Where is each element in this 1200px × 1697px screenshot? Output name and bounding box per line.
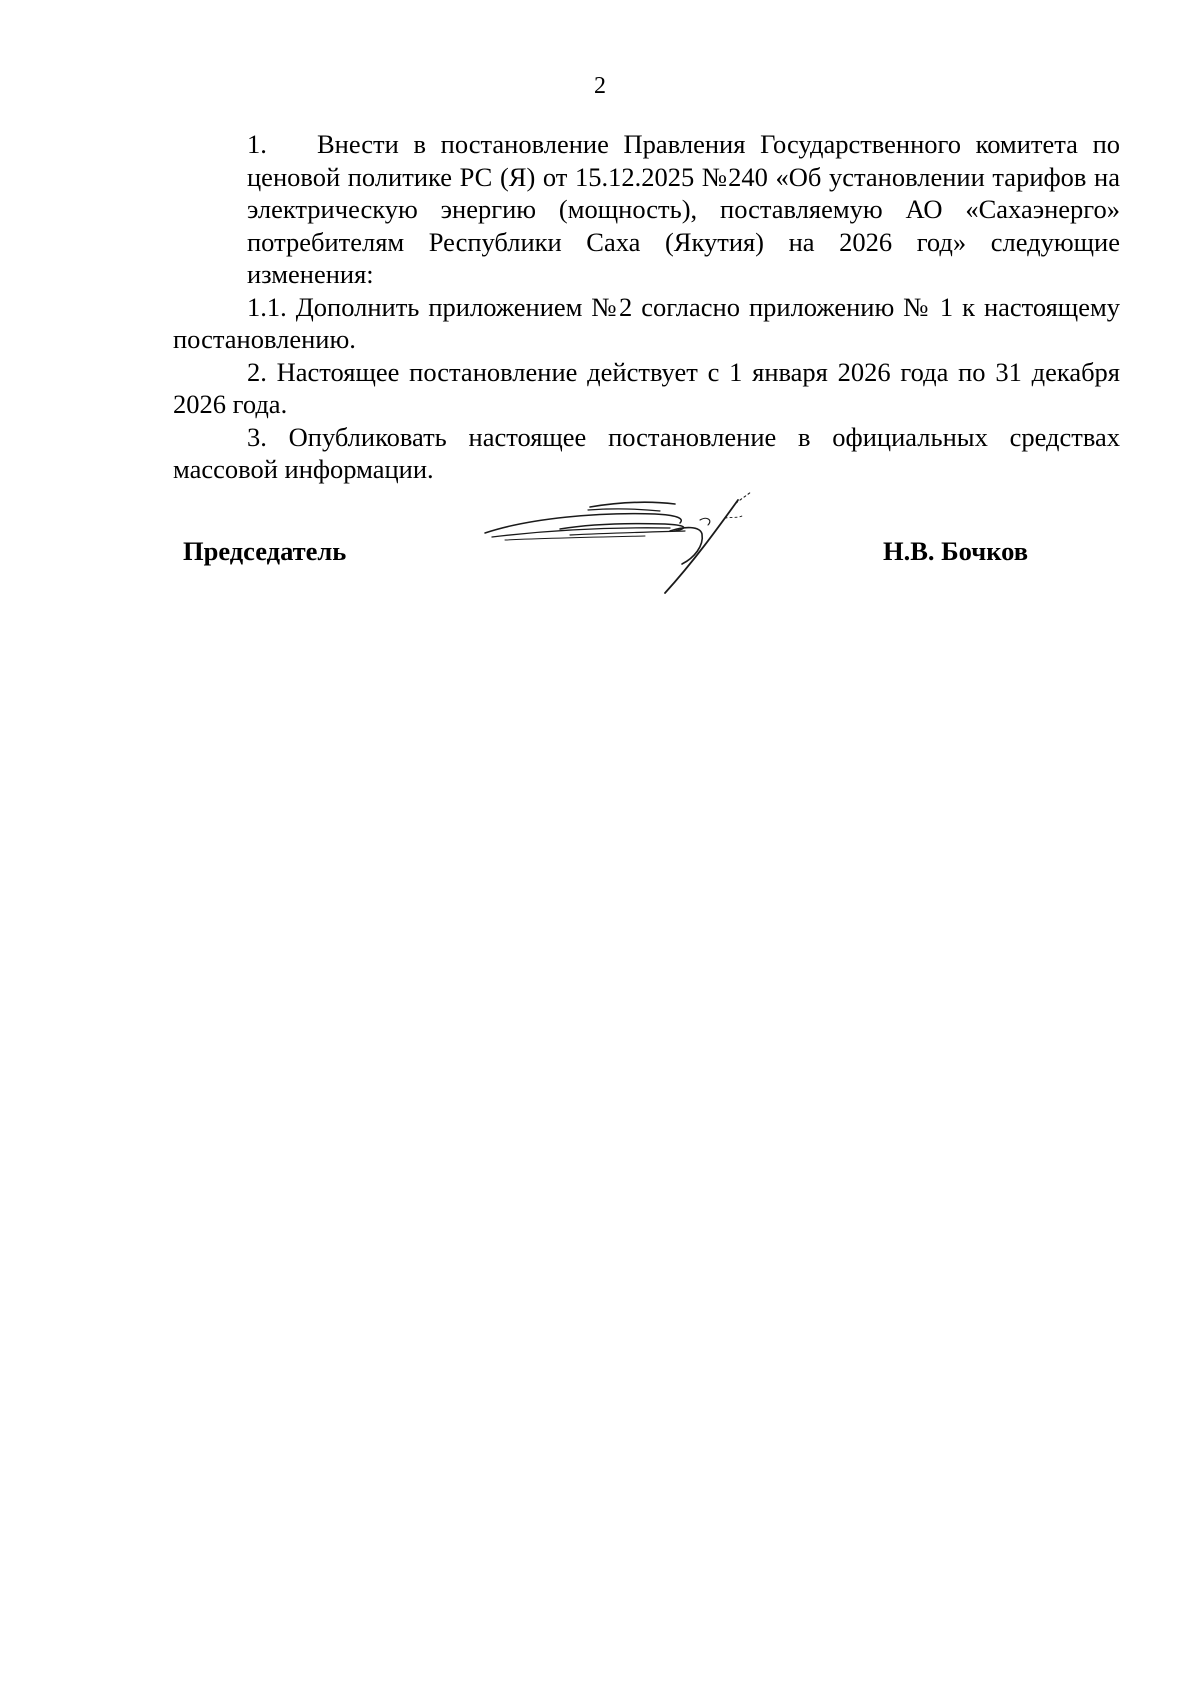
signature-block [0, 535, 1200, 595]
document-body [173, 128, 1120, 486]
signatory-title: Председатель [183, 536, 347, 566]
signatory-name: Н.В. Бочков [883, 536, 1029, 566]
paragraph-1 [173, 128, 1120, 291]
paragraph-3: 3. Опубликовать настоящее постановление в официальных средствах массовой информации. [173, 421, 1120, 484]
paragraph-1-number: 1. [247, 129, 267, 159]
paragraph-1-text: Внести в постановление Правления Государственного комитета по ценовой политике РС (Я) от 15.12.2025 №240 «Об установлении тарифов на электрическую энергию (мощность), поставляемую АО «Сахаэнерго» потребителям Республики Саха (Якутия) на 2026 год» следующие изменения: [247, 129, 1120, 289]
page-number: 2 [594, 73, 606, 99]
paragraph-2: 2. Настоящее постановление действует с 1 января 2026 года по 31 декабря 2026 года. [173, 356, 1120, 419]
paragraph-1-1: 1.1. Дополнить приложением №2 согласно приложению № 1 к настоящему постановлению. [173, 291, 1120, 354]
